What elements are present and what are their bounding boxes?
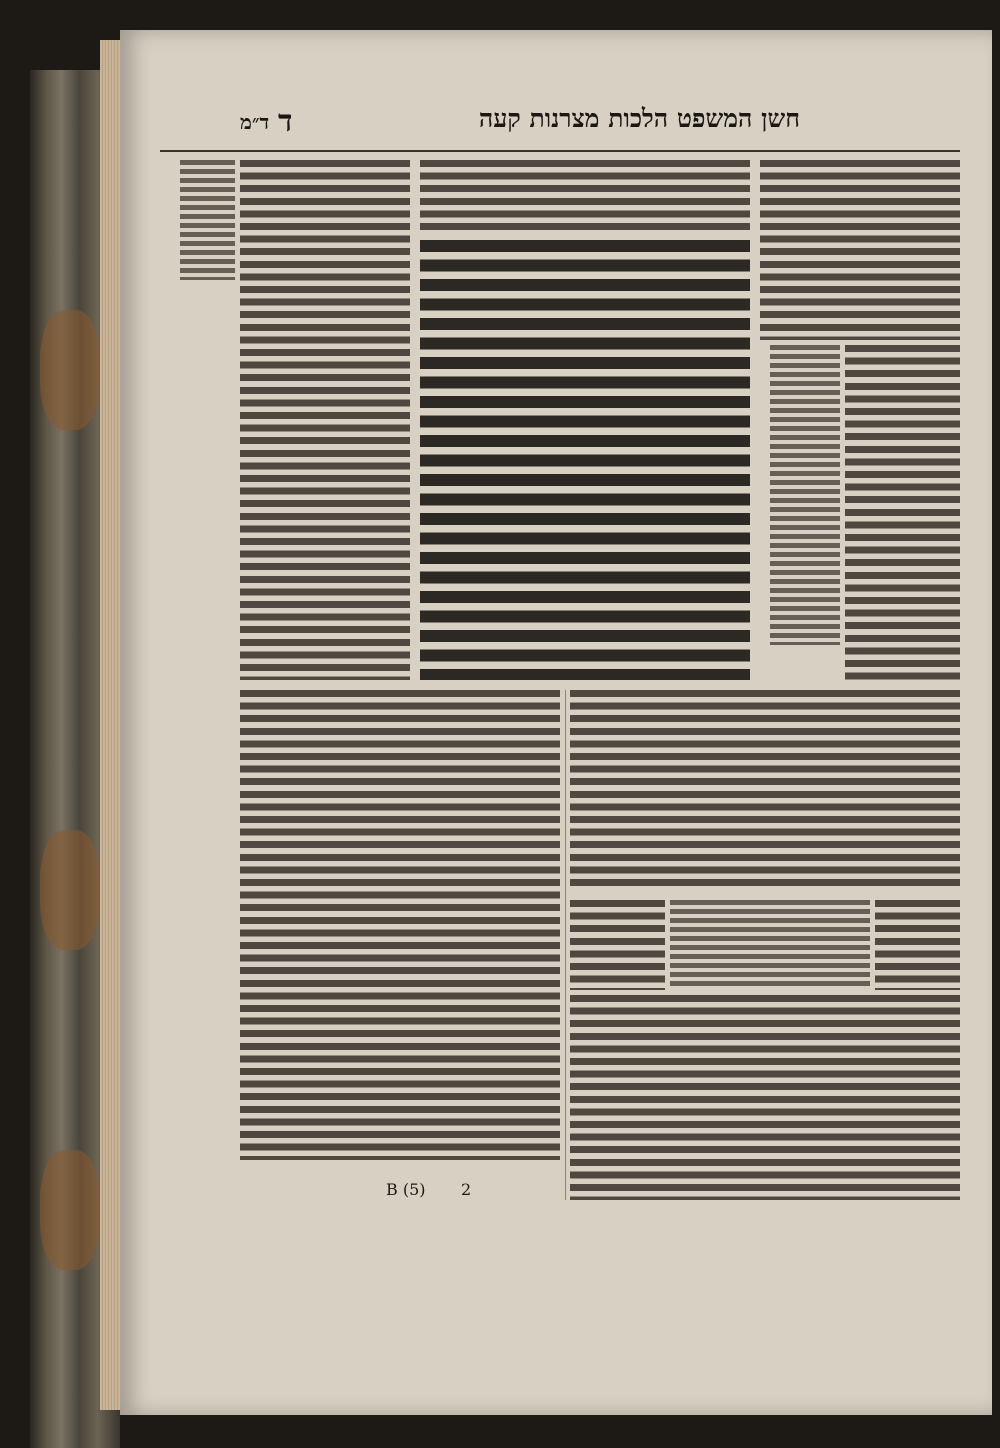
- signature-mark: B (5): [386, 1180, 426, 1199]
- binding-wear: [40, 1150, 100, 1270]
- commentary-lower-right-c: [875, 900, 960, 990]
- commentary-lower-right-d: [570, 995, 960, 1200]
- page-header: [160, 104, 960, 148]
- commentary-lower-right-a: [570, 690, 960, 890]
- header-rule: [160, 150, 960, 152]
- commentary-column-right-mid: [845, 345, 960, 685]
- commentary-lower-left: [240, 690, 560, 1160]
- folio-right: ד״מ: [240, 110, 270, 134]
- commentary-lower-right-b: [570, 900, 665, 990]
- commentary-column-right-top: [760, 160, 960, 340]
- text-above-main: [420, 160, 750, 230]
- column-separator: [565, 690, 566, 1200]
- main-text-block: [420, 240, 750, 680]
- folio-letter: ד: [278, 104, 293, 139]
- gloss-box-lower: [670, 900, 870, 990]
- commentary-column-left: [240, 160, 410, 680]
- marginal-gloss-left: [180, 160, 235, 280]
- binding-wear: [40, 310, 100, 430]
- running-title: חשן המשפט הלכות מצרנות קעה: [478, 104, 800, 133]
- binding-wear: [40, 830, 100, 950]
- signature-number: 2: [461, 1180, 472, 1199]
- marginal-gloss-right: [770, 345, 840, 645]
